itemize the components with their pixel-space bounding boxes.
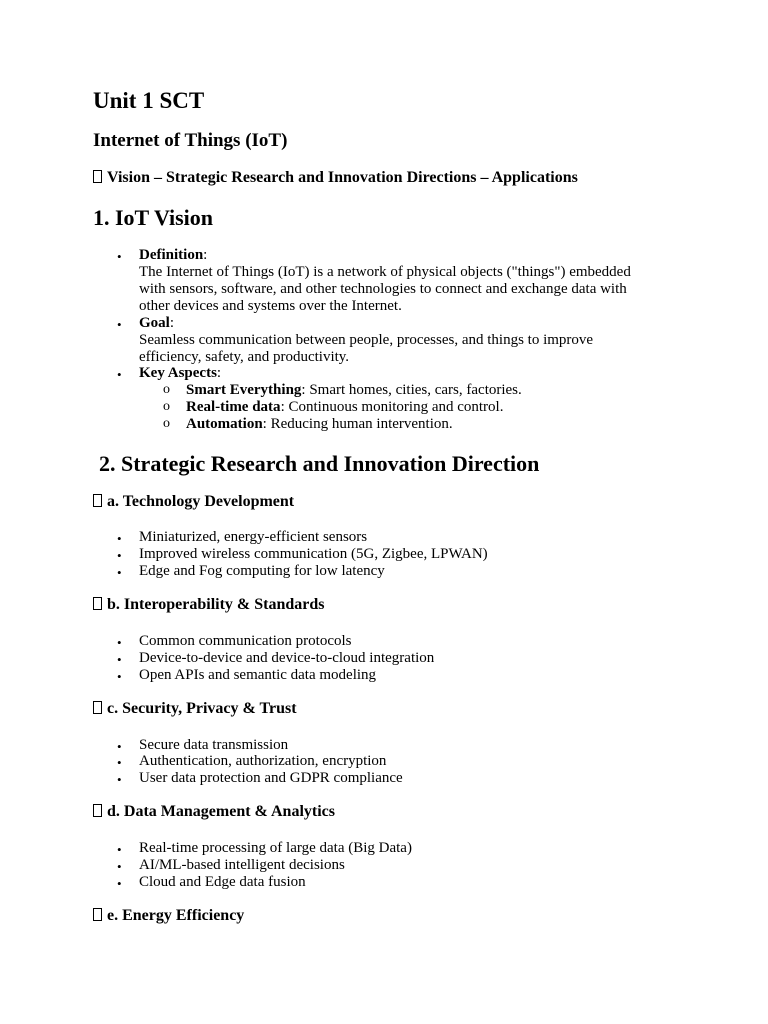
bullet-icon: • [117,249,122,264]
bullet-icon: • [117,669,122,684]
definition-line: with sensors, software, and other technologies to connect and exchange data with [139,281,627,297]
goal-label: Goal: [139,315,175,331]
aspect-item: Smart Everything: Smart homes, cities, cars, factories. [186,382,522,398]
subsection-b-heading: b. Interoperability & Standards [93,596,325,614]
bullet-icon: • [117,548,122,563]
list-item: Device-to-device and device-to-cloud integration [139,650,435,666]
key-aspects-label: Key Aspects: [139,365,222,381]
bullet-icon: • [117,876,122,891]
placeholder-glyph-icon [93,908,102,921]
list-item: Improved wireless communication (5G, Zigbee, LPWAN) [139,546,488,562]
bullet-icon: • [117,739,122,754]
bullet-icon: • [117,755,122,770]
list-item: Authentication, authorization, encryption [139,753,387,769]
placeholder-glyph-icon [93,170,102,183]
list-item: Open APIs and semantic data modeling [139,667,377,683]
subsection-c-heading: c. Security, Privacy & Trust [93,700,297,718]
sub-bullet-icon: o [163,416,170,431]
subsection-a-heading: a. Technology Development [93,493,294,511]
list-item: Real-time processing of large data (Big Data) [139,840,412,856]
subsection-e-heading: e. Energy Efficiency [93,907,244,925]
unit-title: Unit 1 SCT [93,88,205,113]
bullet-icon: • [117,531,122,546]
goal-line: Seamless communication between people, processes, and things to improve [139,332,594,348]
bullet-icon: • [117,635,122,650]
definition-label: Definition: [139,247,208,263]
bullet-icon: • [117,317,122,332]
list-item: User data protection and GDPR compliance [139,770,403,786]
list-item: Secure data transmission [139,737,289,753]
list-item: AI/ML-based intelligent decisions [139,857,345,873]
aspect-item: Real-time data: Continuous monitoring and control. [186,399,504,415]
list-item: Common communication protocols [139,633,352,649]
list-item: Cloud and Edge data fusion [139,874,306,890]
goal-line: efficiency, safety, and productivity. [139,349,350,365]
sub-bullet-icon: o [163,399,170,414]
definition-line: other devices and systems over the Internet. [139,298,402,314]
definition-line: The Internet of Things (IoT) is a network of physical objects ("things") embedded [139,264,631,280]
placeholder-glyph-icon [93,701,102,714]
section1-heading: 1. IoT Vision [93,205,214,230]
subsection-d-heading: d. Data Management & Analytics [93,803,335,821]
aspect-item: Automation: Reducing human intervention. [186,416,453,432]
subtitle-line [93,169,578,187]
section2-heading: 2. Strategic Research and Innovation Direction [99,451,540,476]
list-item: Edge and Fog computing for low latency [139,563,385,579]
sub-bullet-icon: o [163,382,170,397]
placeholder-glyph-icon [93,597,102,610]
bullet-icon: • [117,859,122,874]
placeholder-glyph-icon [93,804,102,817]
topic-heading: Internet of Things (IoT) [93,130,288,151]
bullet-icon: • [117,367,122,382]
placeholder-glyph-icon [93,494,102,507]
list-item: Miniaturized, energy-efficient sensors [139,529,368,545]
bullet-icon: • [117,565,122,580]
bullet-icon: • [117,842,122,857]
bullet-icon: • [117,652,122,667]
subtitle-text: Vision – Strategic Research and Innovation Directions – Applications [107,169,578,186]
bullet-icon: • [117,772,122,787]
